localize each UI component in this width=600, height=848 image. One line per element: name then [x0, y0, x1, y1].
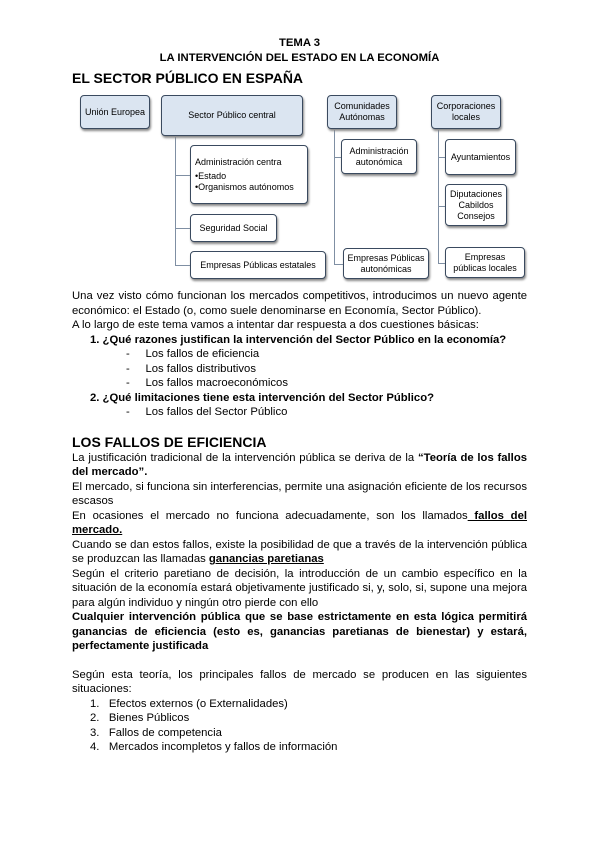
- list-fallos: [72, 697, 527, 755]
- connector-line: [334, 130, 335, 265]
- text: La justificación tradicional de la intervención pública se deriva de la: [72, 451, 418, 464]
- connector-line: [438, 206, 445, 207]
- paragraph: Una vez visto cómo funcionan los mercados competitivos, introducimos un nuevo agente económico: el Estado (o, como suele denominarse en Economía, Sector Público).: [72, 290, 527, 317]
- box-comunidades-autonomas: Comunidades Autónomas: [327, 95, 397, 129]
- paragraph: Según el criterio paretiano de decisión, la introducción de un cambio específico en la situación de la economía estará objetivamente justificado si, y, solo, si, supone una mejora para algún individuo y ningún otro pierde con ello: [72, 567, 527, 609]
- box-administracion-central: [190, 145, 308, 204]
- box-empresas-publicas-estatales: Empresas Públicas estatales: [190, 251, 326, 279]
- paragraph: [72, 451, 527, 480]
- box-seguridad-social: Seguridad Social: [190, 214, 277, 242]
- heading-fallos-eficiencia: LOS FALLOS DE EFICIENCIA: [72, 433, 267, 450]
- box-empresas-publicas-locales: Empresas públicas locales: [445, 247, 525, 278]
- text: fallos del mercado.: [72, 509, 528, 536]
- list-item: - Los fallos del Sector Público: [126, 406, 288, 418]
- title-tema: TEMA 3: [278, 37, 320, 49]
- paragraph: A lo largo de este tema vamos a intentar dar respuesta a dos cuestiones básicas:: [72, 319, 479, 331]
- list-item: - Los fallos distributivos: [126, 362, 256, 375]
- box-diputaciones: Diputaciones Cabildos Consejos: [445, 184, 507, 226]
- paragraph: [72, 538, 527, 567]
- text: “Teoría de los fallos del mercado”.: [72, 451, 527, 478]
- connector-line: [175, 265, 190, 266]
- connector-line: [438, 157, 445, 158]
- list-q1: [72, 347, 527, 391]
- title-main: LA INTERVENCIÓN DEL ESTADO EN LA ECONOMÍA: [159, 52, 440, 64]
- list-item: - Los fallos de eficiencia: [126, 348, 260, 360]
- connector-line: [438, 263, 445, 264]
- box-ayuntamientos: Ayuntamientos: [445, 139, 516, 175]
- question-1: 1. ¿Qué razones justifican la intervención del Sector Público en la economía?: [90, 333, 507, 346]
- box-empresas-publicas-autonomicas: Empresas Públicas autonómicas: [343, 248, 429, 279]
- paragraph: El mercado, si funciona sin interferencias, permite una asignación eficiente de los recursos escasos: [72, 480, 527, 507]
- label: •Estado: [195, 170, 227, 181]
- label: Administración centra: [195, 156, 282, 167]
- body-text: [72, 289, 527, 755]
- label: •Organismos autónomos: [195, 181, 294, 192]
- text: ganancias paretianas: [208, 553, 324, 565]
- connector-line: [438, 130, 439, 264]
- connector-line: [175, 175, 190, 176]
- list-item: 1. Efectos externos (o Externalidades): [90, 697, 288, 710]
- connector-line: [175, 228, 190, 229]
- connector-line: [334, 264, 343, 265]
- box-union-europea: Unión Europea: [80, 95, 150, 129]
- list-item: 4. Mercados incompletos y fallos de información: [90, 741, 338, 753]
- text: En ocasiones el mercado no funciona adecuadamente, son los llamados: [72, 509, 468, 522]
- paragraph-bold: Cualquier intervención pública que se base estrictamente en esta lógica permitirá ganancias de eficiencia (esto es, ganancias paretianas de bienestar) y estará, perfectamente justificada: [72, 611, 527, 652]
- box-corporaciones-locales: Corporaciones locales: [431, 95, 501, 129]
- heading-sector-publico: EL SECTOR PÚBLICO EN ESPAÑA: [72, 70, 304, 86]
- box-sector-publico-central: Sector Público central: [161, 95, 303, 136]
- list-item: 3. Fallos de competencia: [90, 726, 222, 739]
- connector-line: [175, 137, 176, 266]
- paragraph: Según esta teoría, los principales fallos de mercado se producen en las siguientes situaciones:: [72, 668, 527, 695]
- paragraph: [72, 509, 527, 538]
- list-item: - Los fallos macroeconómicos: [126, 377, 288, 389]
- question-2: 2. ¿Qué limitaciones tiene esta intervención del Sector Público?: [90, 391, 435, 404]
- text: Cuando se dan estos fallos, existe la posibilidad de que a través de la intervención pública se produzcan las llamadas: [72, 538, 527, 565]
- box-administracion-autonomica: Administración autonómica: [341, 139, 417, 174]
- list-item: 2. Bienes Públicos: [90, 712, 190, 724]
